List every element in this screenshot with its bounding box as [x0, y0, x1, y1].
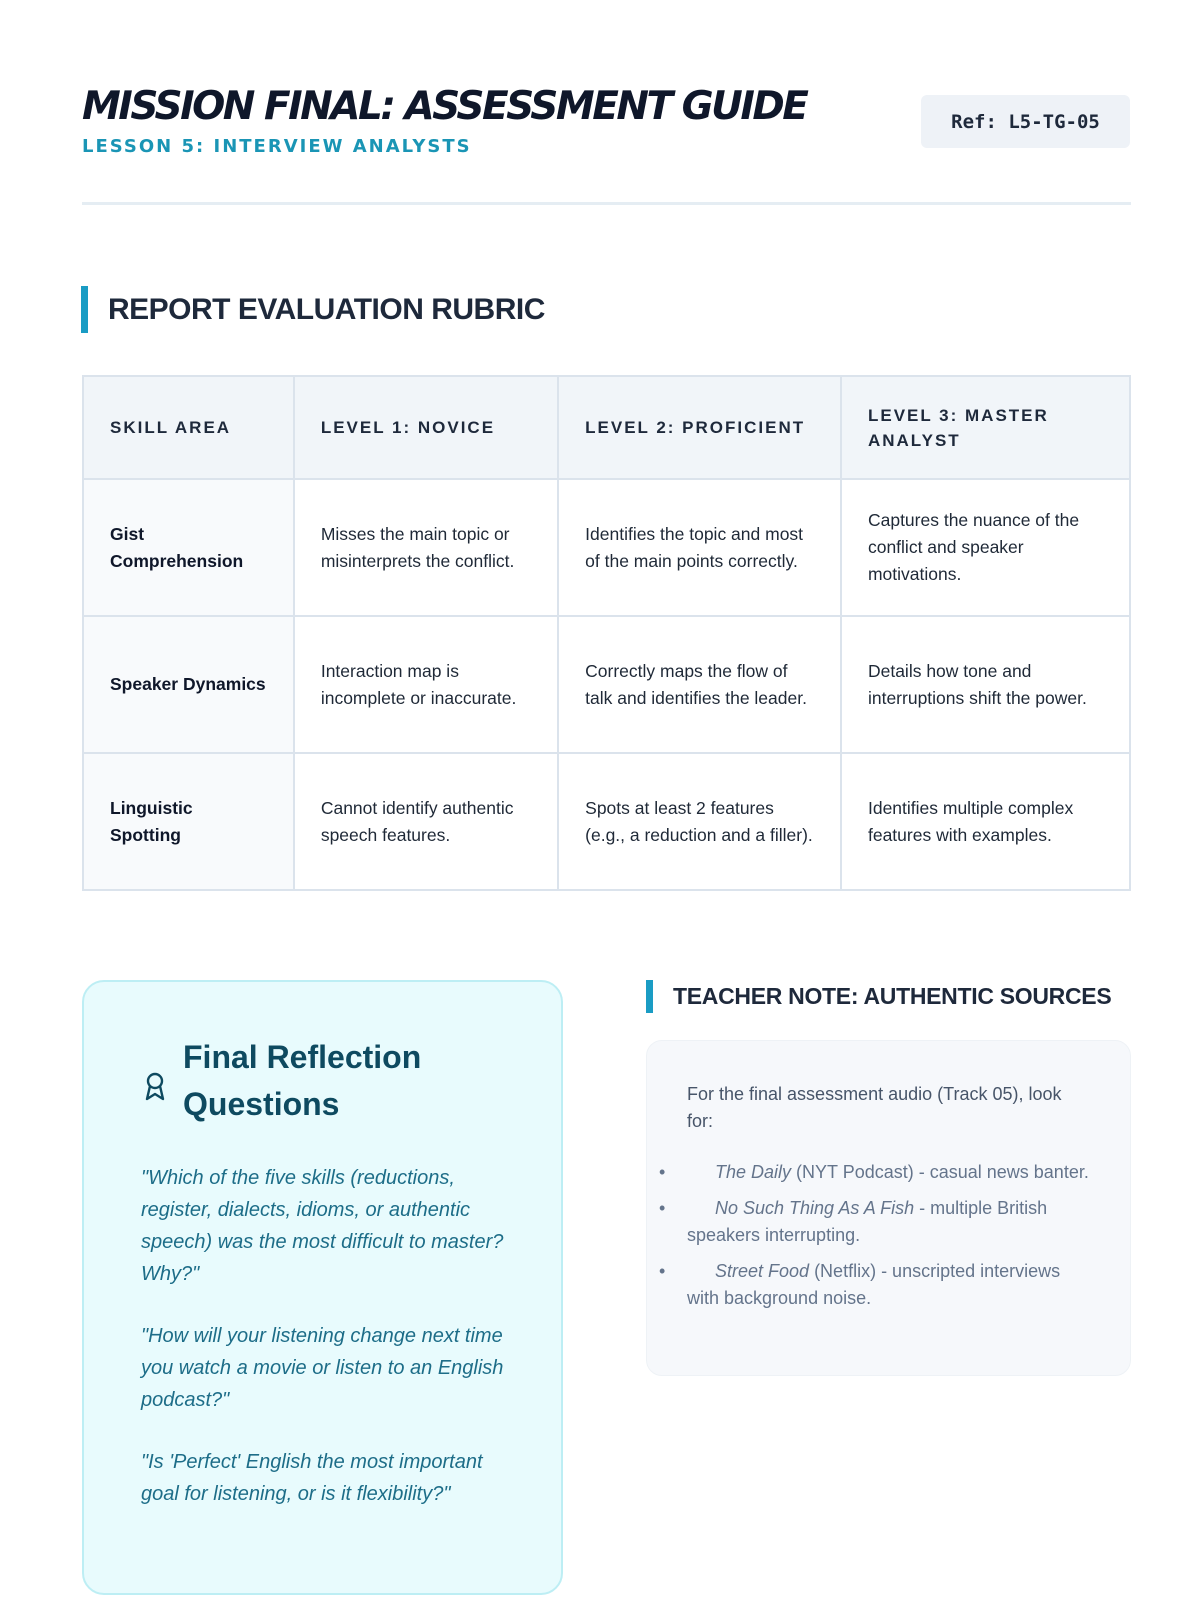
- level-1-cell: Cannot identify authentic speech features.: [294, 753, 558, 890]
- reflection-card: [82, 980, 563, 1595]
- lesson-subtitle: LESSON 5: INTERVIEW ANALYSTS: [82, 136, 472, 157]
- list-item: [659, 1195, 1097, 1249]
- header-divider: [82, 202, 1131, 205]
- level-3-cell: Identifies multiple complex features with examples.: [841, 753, 1130, 890]
- reference-badge: Ref: L5-TG-05: [921, 95, 1130, 148]
- teacher-note-intro: For the final assessment audio (Track 05), look for:: [687, 1084, 1062, 1131]
- source-title: The Daily: [715, 1162, 792, 1182]
- column-header-level-2: LEVEL 2: PROFICIENT: [558, 376, 841, 479]
- level-1-cell: Misses the main topic or misinterprets the conflict.: [294, 479, 558, 616]
- skill-area-cell: Speaker Dynamics: [83, 616, 294, 753]
- skill-area-cell: Gist Comprehension: [83, 479, 294, 616]
- level-2-cell: Correctly maps the flow of talk and identifies the leader.: [558, 616, 841, 753]
- source-detail: (Netflix) - unscripted interviews with background noise.: [687, 1261, 1061, 1308]
- table-row: [83, 616, 1130, 753]
- rubric-table: [82, 375, 1131, 891]
- level-3-cell: Captures the nuance of the conflict and speaker motivations.: [841, 479, 1130, 616]
- award-ribbon-icon: [144, 1072, 166, 1102]
- source-list: [659, 1159, 1097, 1321]
- column-header-level-3: LEVEL 3: MASTER ANALYST: [841, 376, 1130, 479]
- column-header-level-1: LEVEL 1: NOVICE: [294, 376, 558, 479]
- rubric-heading: REPORT EVALUATION RUBRIC: [81, 286, 545, 333]
- table-row: [83, 479, 1130, 616]
- list-item: [659, 1159, 1097, 1186]
- teacher-note-card: [646, 1040, 1131, 1376]
- source-title: Street Food: [715, 1261, 810, 1281]
- level-2-cell: Spots at least 2 features (e.g., a reduction and a filler).: [558, 753, 841, 890]
- table-header-row: [83, 376, 1130, 479]
- reflection-question: "Which of the five skills (reductions, register, dialects, idioms, or authentic speech) was the most difficult to master? Why?": [141, 1167, 504, 1285]
- page-title: MISSION FINAL: ASSESSMENT GUIDE: [82, 84, 807, 129]
- source-detail: - multiple British speakers interrupting.: [687, 1198, 1048, 1245]
- teacher-note-heading: TEACHER NOTE: AUTHENTIC SOURCES: [646, 980, 1111, 1013]
- table-row: [83, 753, 1130, 890]
- level-1-cell: Interaction map is incomplete or inaccurate.: [294, 616, 558, 753]
- bullet-icon: •: [659, 1162, 666, 1182]
- source-title: No Such Thing As A Fish: [715, 1198, 915, 1218]
- source-detail: (NYT Podcast) - casual news banter.: [791, 1162, 1089, 1182]
- reflection-question: "How will your listening change next time you watch a movie or listen to an English podcast?": [141, 1325, 504, 1411]
- level-3-cell: Details how tone and interruptions shift the power.: [841, 616, 1130, 753]
- reflection-title: Final Reflection Questions: [183, 1039, 422, 1122]
- bullet-icon: •: [659, 1198, 666, 1218]
- reflection-question: "Is 'Perfect' English the most important goal for listening, or is it flexibility?": [141, 1451, 483, 1505]
- level-2-cell: Identifies the topic and most of the main points correctly.: [558, 479, 841, 616]
- column-header-skill-area: SKILL AREA: [83, 376, 294, 479]
- skill-area-cell: Linguistic Spotting: [83, 753, 294, 890]
- list-item: [659, 1258, 1097, 1312]
- bullet-icon: •: [659, 1261, 666, 1281]
